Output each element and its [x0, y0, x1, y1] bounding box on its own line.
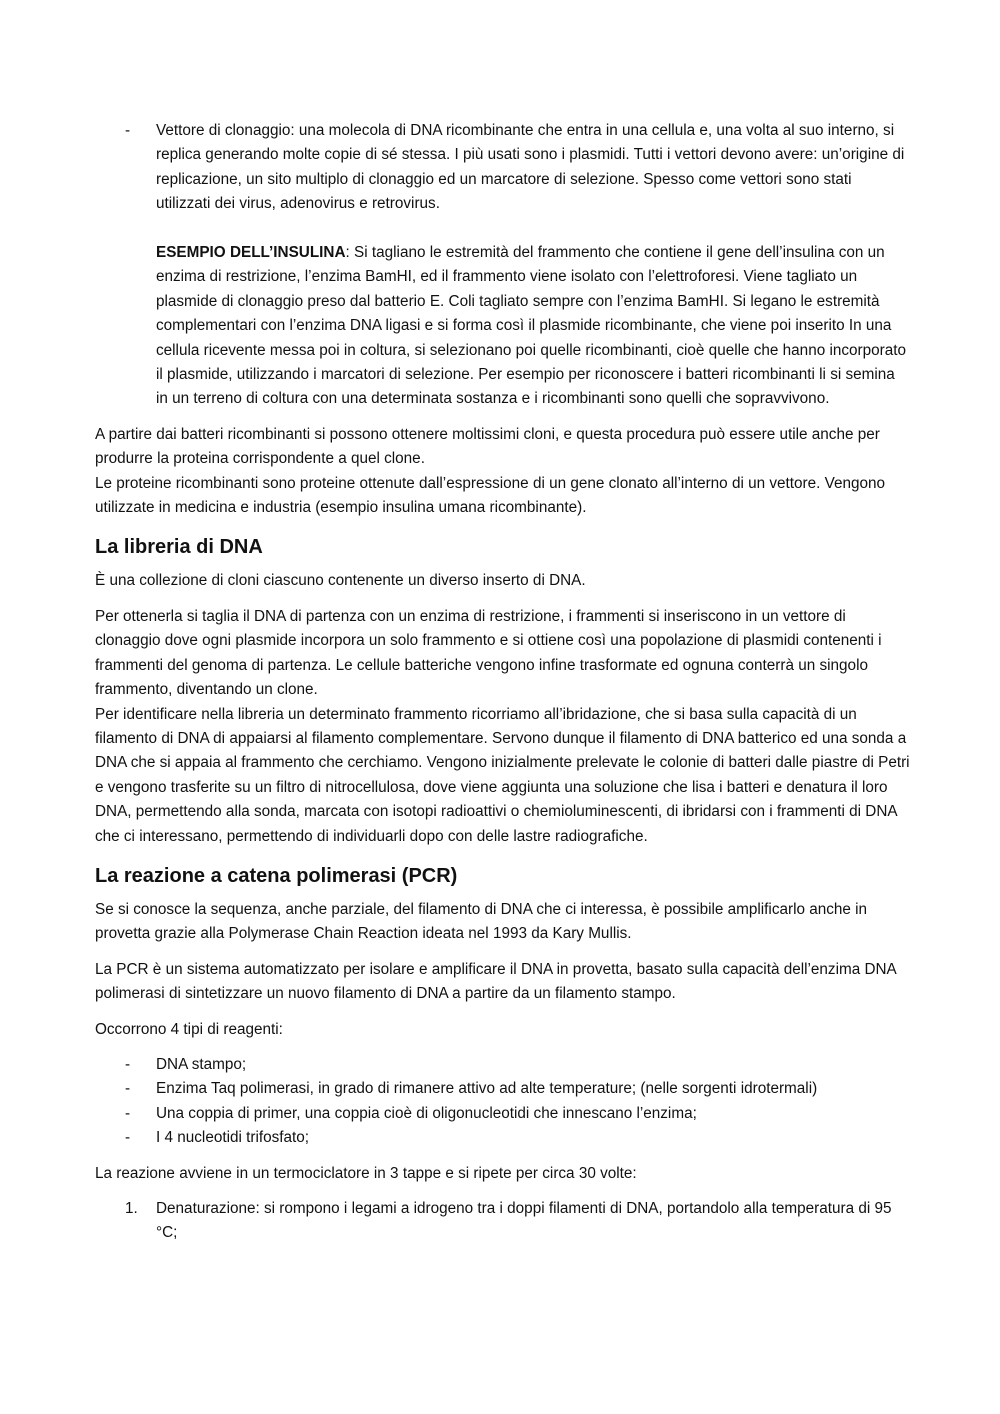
dash-bullet: -	[125, 1055, 131, 1073]
dash-bullet: -	[125, 1104, 131, 1122]
insulin-example-text: : Si tagliano le estremità del frammento che contiene il gene dell’insulina con un enzima di restrizione, l’enzima BamHI, ed il frammento viene isolato con l’elettroforesi. Viene tagliato un plasmide di clonaggio preso dal batterio E. Coli tagliato sempre con l’enzima BamHI. Si legano le estremità complementari con l’enzima DNA ligasi e si forma così il plasmide ricombinante, che viene poi inserito In una cellula ricevente messa poi in coltura, si selezionano poi quelle ricombinanti, cioè quelle che hanno incorporato il plasmide, utilizzando i marcatori di selezione. Per esempio per riconoscere i batteri ricombinanti li si semina in un terreno di coltura con una determinata sostanza e i ricombinanti sono quelli che sopravvivono.	[156, 244, 906, 408]
list-item	[95, 1126, 910, 1150]
insulin-example	[156, 241, 910, 412]
recombinant-line-2: Le proteine ricombinanti sono proteine ottenute dall’espressione di un gene clonato all’interno di un vettore. Vengono utilizzate in medicina e industria (esempio insulina umana ricombinante).	[95, 474, 886, 517]
reagents-list	[95, 1053, 910, 1151]
heading-dna-library: La libreria di DNA	[95, 536, 263, 559]
recombinant-paragraph	[95, 423, 910, 521]
recombinant-line-1: A partire dai batteri ricombinanti si possono ottenere moltissimi cloni, e questa procedura può essere utile anche per produrre la proteina corrispondente a quel clone.	[95, 425, 880, 468]
cloning-vector-list	[95, 119, 910, 412]
pcr-intro: Se si conosce la sequenza, anche parziale, del filamento di DNA che ci interessa, è possibile amplificarlo anche in provetta grazie alla Polymerase Chain Reaction ideata nel 1993 da Kary Mullis.	[95, 900, 868, 943]
pcr-reagents-intro: Occorrono 4 tipi di reagenti:	[95, 1020, 283, 1038]
document-body	[95, 119, 910, 1246]
dash-bullet: -	[125, 1129, 131, 1147]
library-procedure-part-1: Per ottenerla si taglia il DNA di partenza con un enzima di restrizione, i frammenti si inseriscono in un vettore di clonaggio dove ogni plasmide incorpora un solo frammento e si ottiene così una popolazione di plasmidi contenenti i frammenti del genoma di partenza. Le cellule batteriche vengono infine trasformate ed ognuna conterrà un singolo frammento, diventando un clone.	[95, 607, 882, 699]
pcr-steps-list	[95, 1197, 910, 1246]
list-item	[95, 1197, 910, 1246]
library-hybridization: Per identificare nella libreria un determinato frammento ricorriamo all’ibridazione, che si basa sulla capacità di un filamento di DNA di appaiarsi al filamento complementare. Servono dunque il filamento di DNA batterico ed una sonda a DNA che si appaia al frammento che cerchiamo. Vengono inizialmente prelevate le colonie di batteri dalle piastre di Petri e vengono trasferite su un filtro di nitrocellulosa, dove viene aggiunta una soluzione che lisa i batteri e denatura il loro DNA, permettendo alla sonda, marcata con isotopi radioattivi o chemioluminescenti, di ibridarsi con i frammenti di DNA che ci interessano, permettendo di individuarli dopo con delle lastre radiografiche.	[95, 705, 910, 845]
reagent-text: Enzima Taq polimerasi, in grado di rimanere attivo ad alte temperature; (nelle sorgenti idrotermali)	[156, 1080, 818, 1098]
dash-bullet: -	[125, 122, 131, 139]
list-item	[95, 119, 910, 412]
dash-bullet: -	[125, 1080, 131, 1098]
reagent-text: Una coppia di primer, una coppia cioè di oligonucleotidi che innescano l’enzima;	[156, 1104, 697, 1122]
list-item	[95, 1053, 910, 1077]
heading-pcr: La reazione a catena polimerasi (PCR)	[95, 864, 458, 887]
pcr-definition: La PCR è un sistema automatizzato per isolare e amplificare il DNA in provetta, basato sulla capacità dell’enzima DNA polimerasi di sintetizzare un nuovo filamento di DNA a partire da un filamento stampo.	[95, 960, 896, 1003]
list-item	[95, 1077, 910, 1101]
library-procedure	[95, 605, 910, 849]
reagent-text: I 4 nucleotidi trifosfato;	[156, 1129, 310, 1147]
cloning-vector-text: Vettore di clonaggio: una molecola di DNA ricombinante che entra in una cellula e, una volta al suo interno, si replica generando molte copie di sé stessa. I più usati sono i plasmidi. Tutti i vettori devono avere: un’origine di replicazione, un sito multiplo di clonaggio ed un marcatore di selezione. Spesso come vettori sono stati utilizzati dei virus, adenovirus e retrovirus.	[156, 122, 905, 213]
list-item	[95, 1102, 910, 1126]
library-definition: È una collezione di cloni ciascuno contenente un diverso inserto di DNA.	[95, 572, 586, 590]
insulin-example-label: ESEMPIO DELL’INSULINA	[156, 244, 346, 262]
reagent-text: DNA stampo;	[156, 1055, 247, 1073]
pcr-steps-intro: La reazione avviene in un termociclatore in 3 tappe e si ripete per circa 30 volte:	[95, 1164, 637, 1182]
step-number: 1.	[125, 1200, 138, 1218]
step-text: Denaturazione: si rompono i legami a idrogeno tra i doppi filamenti di DNA, portandolo alla temperatura di 95 °C;	[156, 1200, 892, 1242]
blank-line	[156, 217, 910, 241]
